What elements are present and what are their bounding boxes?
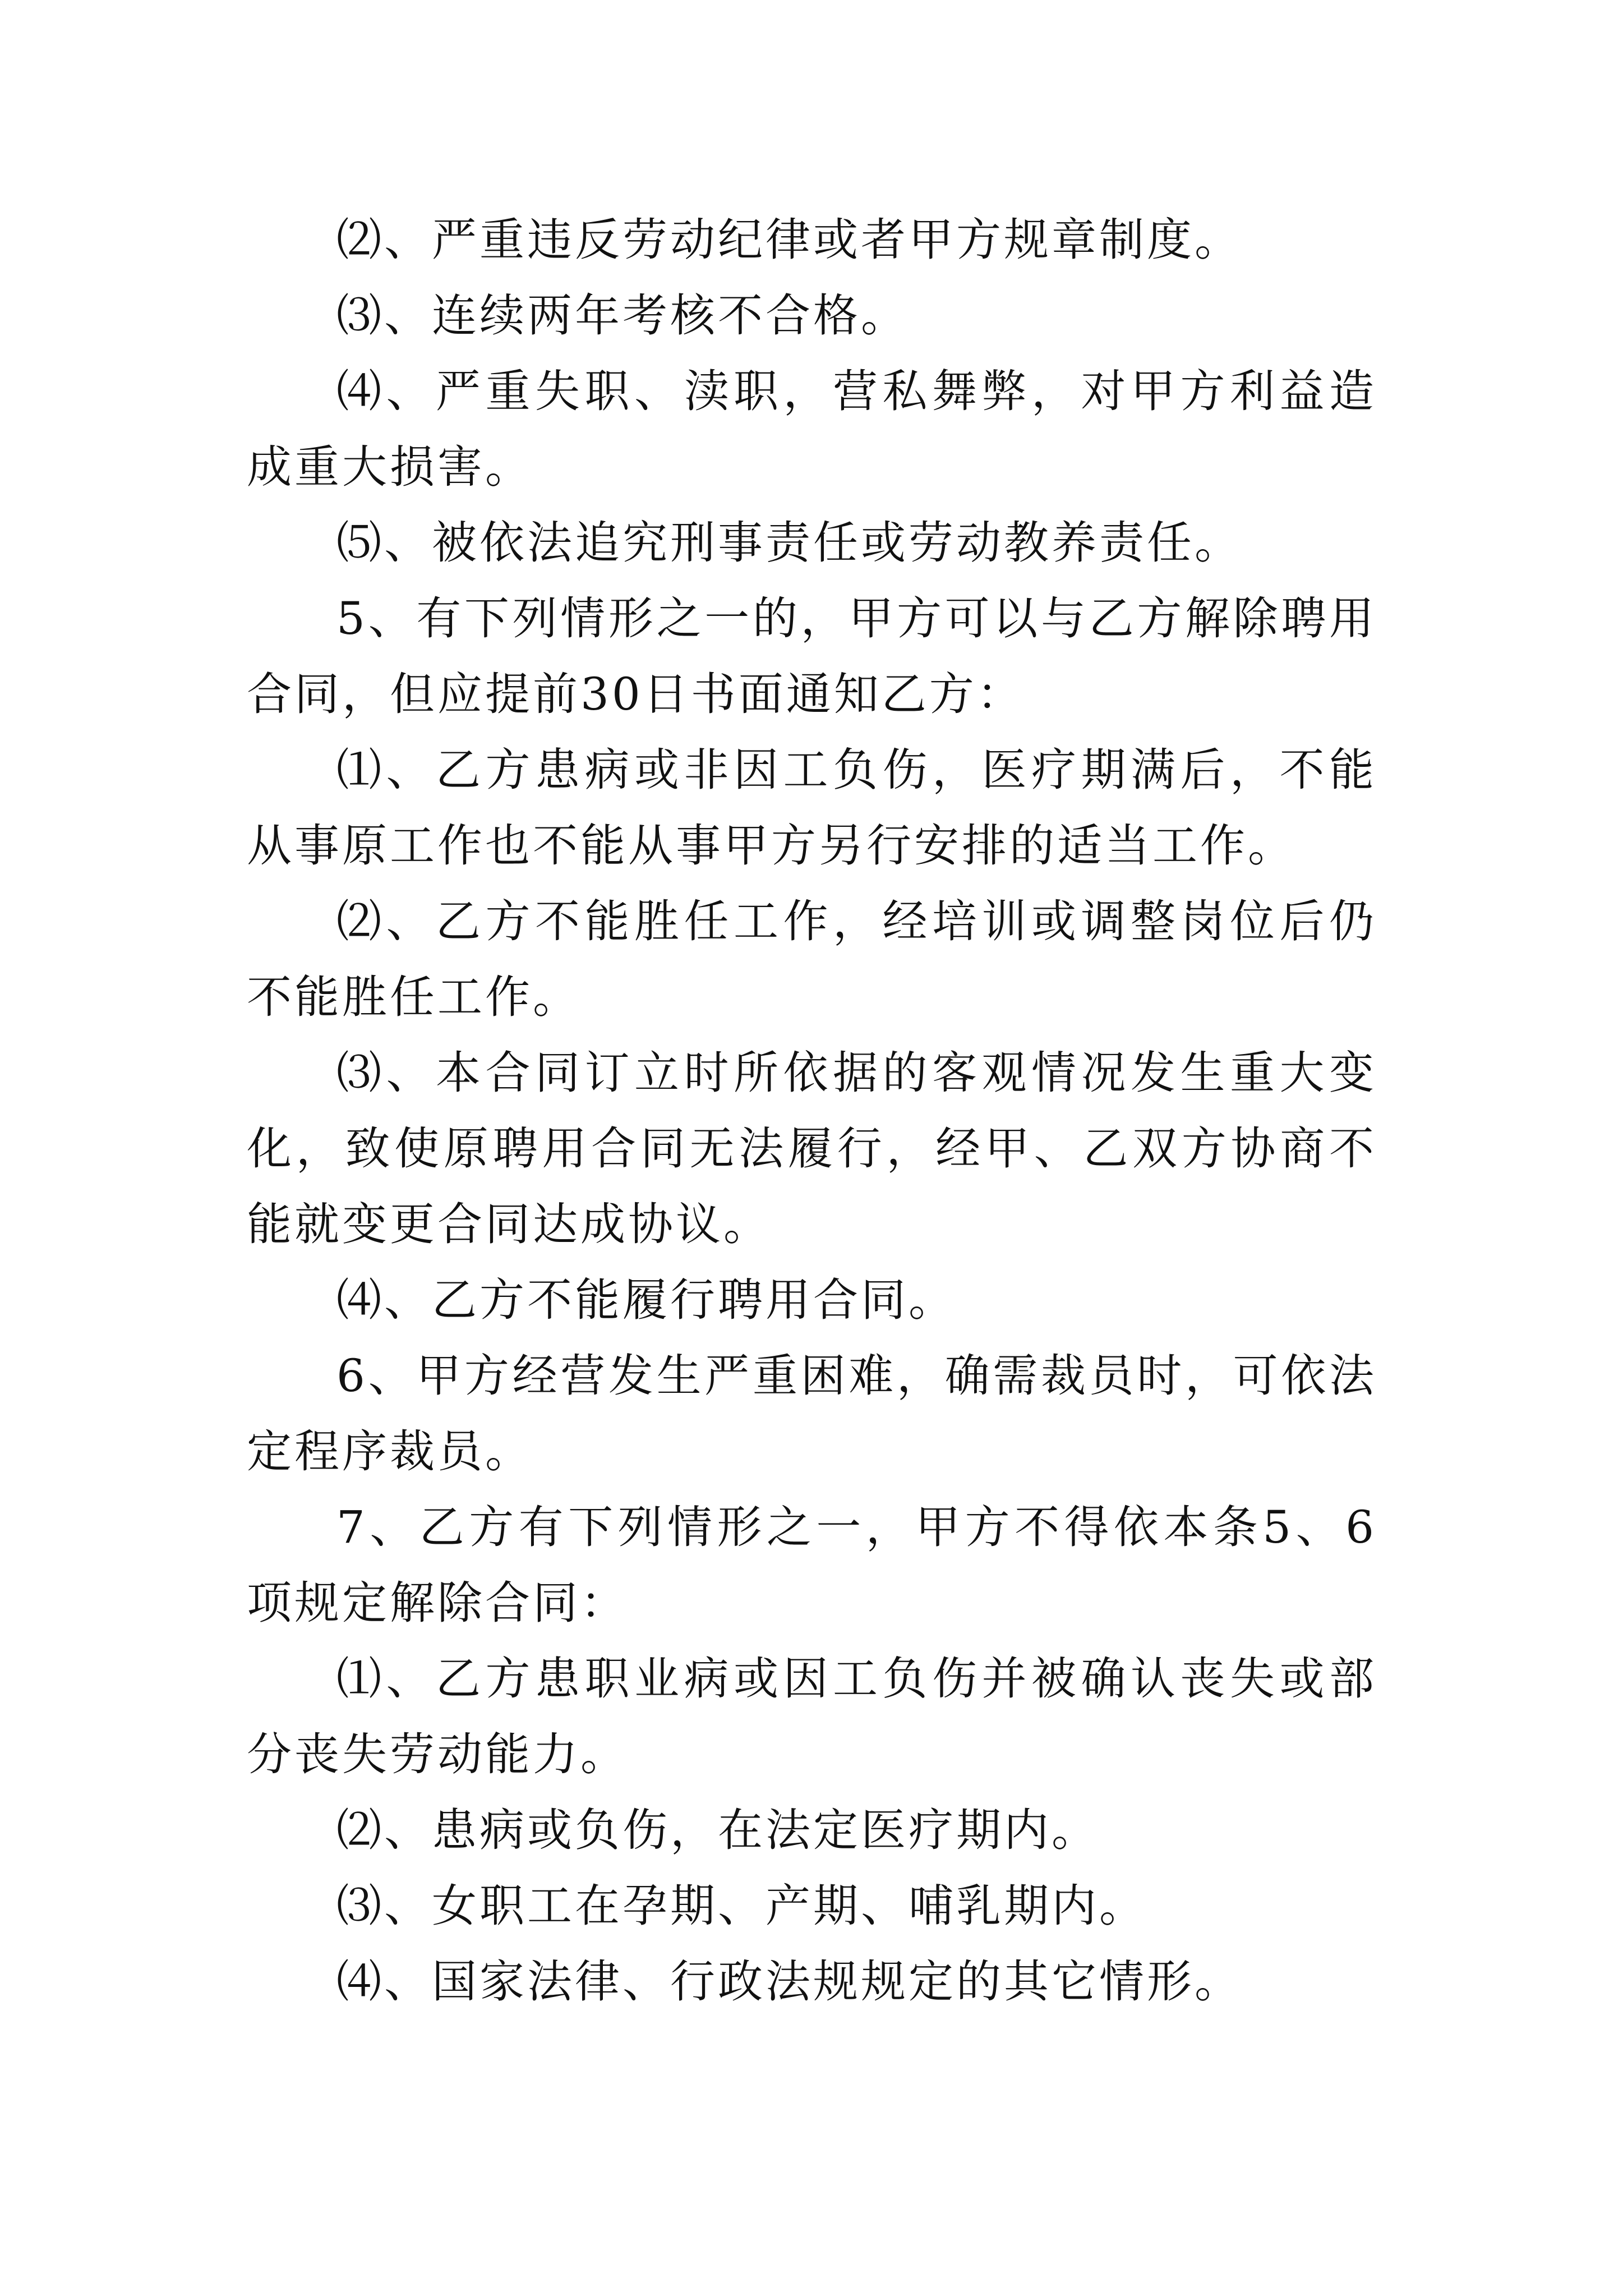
clause-paragraph: ⑷、国家法律、行政法规规定的其它情形。	[336, 1955, 1242, 2008]
clause-paragraph: ⑸、被依法追究刑事责任或劳动教养责任。	[336, 517, 1242, 569]
clause-paragraph: ⑵、乙方不能胜任工作，经培训或调整岗位后仍不能胜任工作。	[247, 895, 1377, 1023]
clause-paragraph: ⑶、本合同订立时所依据的客观情况发生重大变化，致使原聘用合同无法履行，经甲、乙双方协商不能就变更合同达成协议。	[247, 1047, 1377, 1250]
clause-paragraph: ⑵、患病或负伤，在法定医疗期内。	[336, 1804, 1099, 1856]
clause-paragraph: ⑵、严重违反劳动纪律或者甲方规章制度。	[336, 214, 1242, 266]
clause-paragraph: ⑴、乙方患病或非因工负伤，医疗期满后，不能从事原工作也不能从事甲方另行安排的适当工作。	[247, 744, 1377, 872]
clause-paragraph: ⑶、女职工在孕期、产期、哺乳期内。	[336, 1880, 1147, 1932]
document-body	[247, 202, 1377, 2019]
clause-paragraph: ⑷、乙方不能履行聘用合同。	[336, 1274, 956, 1326]
clause-paragraph: 7、乙方有下列情形之一，甲方不得依本条5、6项规定解除合同：	[247, 1501, 1377, 1629]
clause-paragraph: ⑶、连续两年考核不合格。	[336, 289, 909, 342]
clause-paragraph: 5、有下列情形之一的，甲方可以与乙方解除聘用合同，但应提前30日书面通知乙方：	[247, 592, 1377, 720]
clause-paragraph: 6、甲方经营发生严重困难，确需裁员时，可依法定程序裁员。	[247, 1350, 1377, 1478]
clause-paragraph: ⑴、乙方患职业病或因工负伤并被确认丧失或部分丧失劳动能力。	[247, 1653, 1377, 1780]
clause-paragraph: ⑷、严重失职、渎职，营私舞弊，对甲方利益造成重大损害。	[247, 365, 1377, 493]
